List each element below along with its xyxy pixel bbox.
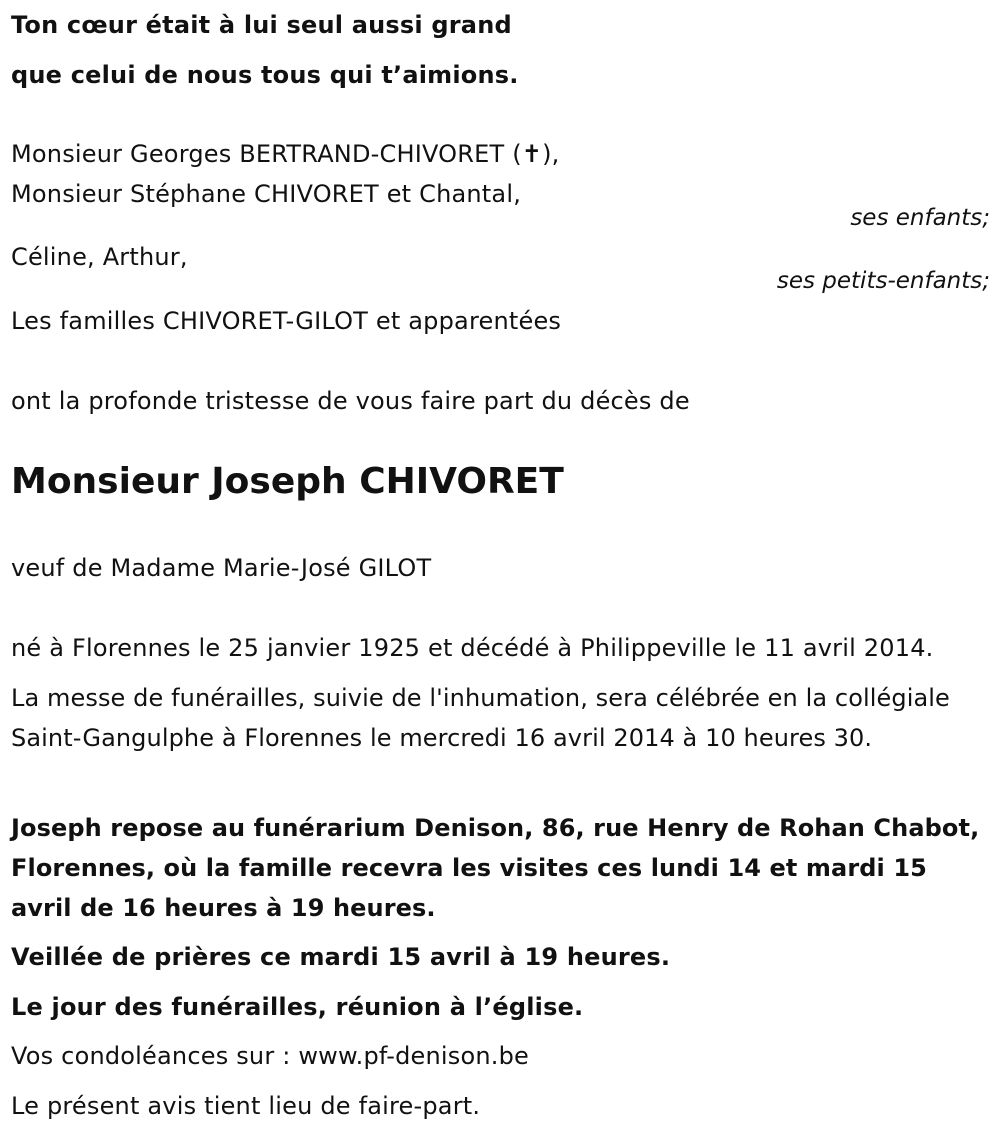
family-child-2: Monsieur Stéphane CHIVORET et Chantal, bbox=[11, 180, 522, 208]
notice-line: Le présent avis tient lieu de faire-part. bbox=[11, 1092, 481, 1120]
extended-families: Les familles CHIVORET-GILOT et apparentées bbox=[11, 307, 562, 335]
mass-paragraph: La messe de funérailles, suivie de l'inhumation, sera célébrée en la collégiale Saint-Gangulphe à Florennes le mercredi 16 avril 2014 à 10 heures 30. bbox=[11, 684, 950, 752]
epigraph-line-1: Ton cœur était à lui seul aussi grand bbox=[11, 11, 512, 39]
meeting-line: Le jour des funérailles, réunion à l’église. bbox=[11, 993, 584, 1021]
announcement: ont la profonde tristesse de vous faire part du décès de bbox=[11, 387, 690, 415]
grandchildren-label: ses petits-enfants; bbox=[776, 268, 990, 294]
grandchildren: Céline, Arthur, bbox=[11, 243, 188, 271]
deceased-name: Monsieur Joseph CHIVORET bbox=[11, 461, 564, 502]
epigraph-line-2: que celui de nous tous qui t’aimions. bbox=[11, 61, 519, 89]
condolences-line: Vos condoléances sur : www.pf-denison.be bbox=[11, 1042, 529, 1070]
family-child-1: Monsieur Georges BERTRAND-CHIVORET (✝), bbox=[11, 140, 560, 168]
birth-death-line: né à Florennes le 25 janvier 1925 et décédé à Philippeville le 11 avril 2014. bbox=[11, 634, 934, 662]
children-label: ses enfants; bbox=[850, 205, 990, 231]
vigil-line: Veillée de prières ce mardi 15 avril à 19 heures. bbox=[11, 943, 671, 971]
visits-paragraph: Joseph repose au funérarium Denison, 86, rue Henry de Rohan Chabot, Florennes, où la famille recevra les visites ces lundi 14 et mardi 15 avril de 16 heures à 19 heures. bbox=[11, 814, 980, 922]
widower-line: veuf de Madame Marie-José GILOT bbox=[11, 554, 432, 582]
